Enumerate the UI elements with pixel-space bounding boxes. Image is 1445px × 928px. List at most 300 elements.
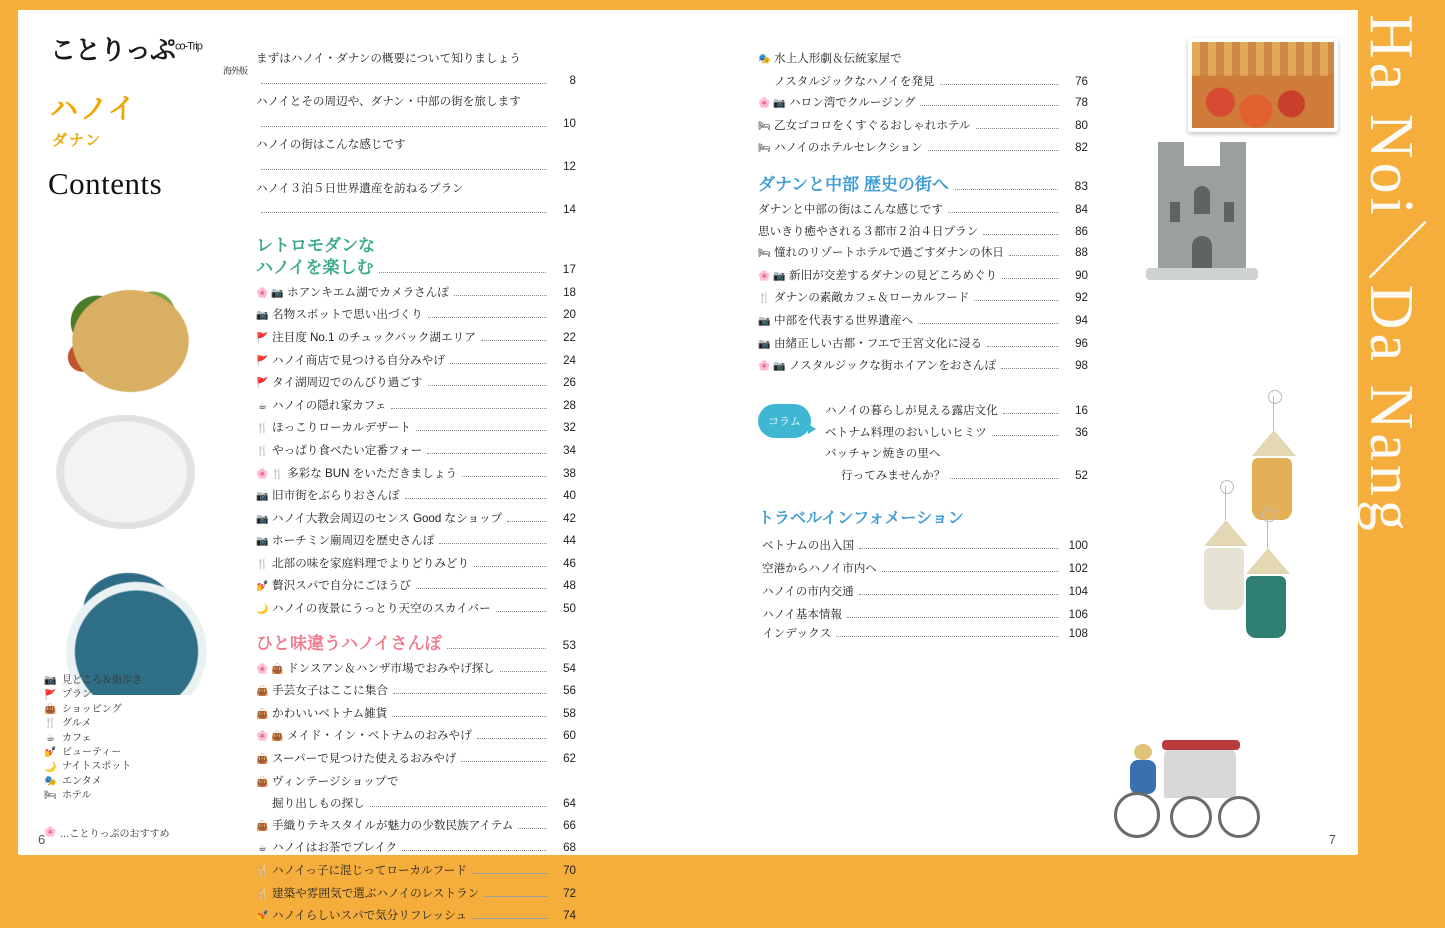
entry-page: 32 — [563, 421, 576, 435]
dot-leader — [847, 617, 1059, 618]
entry-page: 52 — [1075, 468, 1088, 482]
flower-icon: 🌸 — [758, 270, 771, 282]
entry-page: 92 — [1075, 291, 1088, 305]
dot-leader — [950, 478, 1059, 479]
column-badge: コラム — [758, 404, 811, 438]
row-icons — [256, 328, 269, 350]
toc-entry[interactable] — [256, 905, 576, 928]
entry-page: 68 — [563, 841, 576, 855]
entry-label: ハノイ商店で見つける自分みやげ — [272, 353, 445, 367]
legend-item — [44, 732, 142, 746]
row-icons — [758, 266, 786, 288]
entry-label: 由緒正しい古都・フエで王宮文化に浸る — [774, 336, 983, 350]
entry-label: ノスタルジックなハノイを発見 — [774, 74, 935, 88]
section-hitoaji-header — [256, 633, 576, 656]
entry-label: スーパーで見つけた使えるおみやげ — [272, 752, 457, 766]
entry-page: 34 — [563, 443, 576, 457]
dot-leader — [976, 128, 1059, 129]
entry-page: 22 — [563, 330, 576, 344]
flower-icon: 🌸 — [256, 731, 269, 743]
entry-page: 14 — [563, 203, 576, 217]
row-icons — [256, 418, 269, 440]
dot-leader — [859, 594, 1059, 595]
bag-icon: 👜 — [271, 731, 284, 743]
entry-label: ハノイはお茶でブレイク — [272, 841, 398, 855]
row-icons — [758, 334, 771, 356]
entry-label: 多彩な BUN をいただきましょう — [287, 466, 458, 480]
row-icons — [758, 138, 771, 160]
row-icons — [256, 599, 269, 621]
toc-entry[interactable] — [758, 242, 1088, 265]
entry-page: 100 — [1068, 539, 1088, 552]
entry-page: 102 — [1068, 562, 1088, 575]
brand-logo-sup2: 海外版 — [222, 66, 247, 76]
toc-entry[interactable] — [758, 310, 1088, 333]
dot-leader — [472, 873, 547, 874]
dot-leader — [940, 84, 1059, 85]
section-title-text: ダナンと中部 歴史の街へ — [758, 174, 949, 194]
row-icons — [256, 373, 269, 395]
entry-label: ハノイの街はこんな感じです — [256, 138, 406, 152]
entry-label: ハノイの夜景にうっとり天空のスカイバー — [272, 602, 491, 616]
toc-entry[interactable] — [256, 680, 576, 703]
dot-leader — [928, 150, 1059, 151]
toc-entry-page-row — [256, 113, 576, 135]
entry-label: 新旧が交差するダナンの見どころめぐり — [789, 268, 998, 282]
legend-label: グルメ — [62, 718, 92, 730]
camera-icon: 📷 — [256, 536, 269, 548]
row-icons — [256, 509, 269, 531]
bag-icon: 👜 — [271, 663, 284, 675]
cutlery-icon: 🍴 — [271, 468, 284, 480]
dot-leader — [427, 453, 547, 454]
row-icons — [256, 486, 269, 508]
dot-leader — [261, 212, 547, 213]
brand-logo-sup: co-Trip — [175, 40, 202, 53]
toc-entry[interactable] — [758, 355, 1088, 378]
entry-label: ハノイの隠れ家カフェ — [272, 398, 387, 412]
entry-label: ダナンの素敵カフェ＆ローカルフード — [774, 291, 970, 305]
bag-icon: 👜 — [44, 703, 57, 715]
dot-leader — [1002, 278, 1059, 279]
entry-label: ハノイとその周辺や、ダナン・中部の街を旅します — [256, 95, 521, 109]
section-title-text2: ハノイを楽しむ — [256, 257, 374, 277]
cutlery-icon: 🍴 — [256, 423, 269, 435]
row-icons — [256, 726, 284, 748]
legend-item — [44, 746, 142, 760]
row-icons — [758, 116, 771, 138]
legend-label: カフェ — [62, 732, 92, 744]
entry-page: 24 — [563, 353, 576, 367]
moon-icon: 🌙 — [256, 604, 269, 616]
legend-item — [44, 703, 142, 717]
toc-entry[interactable] — [758, 287, 1088, 310]
toc-entry[interactable] — [256, 327, 576, 350]
entry-page: 12 — [563, 159, 576, 173]
toc-entry[interactable] — [256, 837, 576, 860]
row-icons — [256, 906, 269, 928]
flag-icon: 🚩 — [44, 689, 57, 701]
entry-page: 104 — [1068, 585, 1088, 598]
cup-icon: ☕ — [258, 400, 267, 412]
entry-label: 贅沢スパで自分にごほうび — [272, 579, 411, 593]
toc-entry[interactable] — [256, 48, 576, 70]
legend-label: ショッピング — [62, 703, 122, 715]
toc-entry[interactable] — [256, 485, 576, 508]
toc-entry[interactable] — [256, 658, 576, 681]
dot-leader — [474, 566, 547, 567]
entry-label: ハノイらしいスパで気分リフレッシュ — [272, 909, 468, 923]
entry-label: ハノイ３泊５日世界遺産を訪ねるプラン — [256, 181, 464, 195]
legend-item — [44, 688, 142, 702]
toc-entry[interactable] — [825, 443, 1088, 465]
cutlery-icon: 🍴 — [256, 445, 269, 457]
row-icons — [256, 838, 269, 860]
cup-icon: ☕ — [46, 732, 55, 744]
toc-entry[interactable] — [758, 265, 1088, 288]
row-icons — [758, 243, 771, 265]
entry-label: ベトナムの出入国 — [762, 539, 855, 552]
dot-leader — [484, 896, 547, 897]
entry-label: 行ってみませんか？ — [841, 468, 946, 482]
entry-label: 建築や雰囲気で選ぶハノイのレストラン — [272, 886, 480, 900]
dot-leader — [391, 408, 547, 409]
toc-entry[interactable] — [758, 199, 1088, 221]
section-title-hitoaji — [256, 633, 576, 656]
legend-item — [44, 717, 142, 731]
dot-leader — [992, 435, 1059, 436]
section-title-line1 — [256, 235, 576, 257]
photo-st-joseph-cathedral — [1140, 140, 1264, 280]
row-icons — [256, 351, 269, 373]
row-icons — [256, 749, 269, 771]
camera-icon: 📷 — [271, 287, 284, 299]
dot-leader — [496, 611, 547, 612]
contents-heading: Contents — [48, 166, 163, 201]
entry-page: 58 — [563, 706, 576, 720]
legend-item — [44, 674, 142, 688]
dot-leader — [450, 363, 547, 364]
row-icons — [256, 464, 284, 486]
bag-icon: 👜 — [256, 776, 269, 788]
travel-info-title: トラベルインフォメーション — [758, 510, 964, 527]
entry-page: 18 — [563, 285, 576, 299]
toc-entry[interactable] — [256, 178, 576, 200]
photo-cyclo-rickshaw — [1108, 730, 1288, 855]
row-icons — [758, 356, 786, 378]
entry-page: 28 — [563, 398, 576, 412]
entry-page: 60 — [563, 729, 576, 743]
entry-page: 46 — [563, 556, 576, 570]
toc-entry[interactable] — [256, 395, 576, 418]
cutlery-icon: 🍴 — [44, 718, 57, 730]
entry-label: ハノイ基本情報 — [762, 608, 843, 621]
row-icons — [256, 305, 269, 327]
toc-entry[interactable] — [256, 598, 576, 621]
entry-label: ハノイの暮らしが見える露店文化 — [825, 404, 998, 417]
entry-label: ホアンキエム湖でカメラさんぽ — [287, 285, 449, 299]
entry-page: 84 — [1075, 202, 1088, 216]
camera-icon: 📷 — [758, 315, 771, 327]
page-title: ハノイ — [50, 93, 138, 124]
brand-logo — [50, 30, 249, 77]
dot-leader — [500, 671, 547, 672]
legend-item — [44, 760, 142, 774]
dot-leader — [983, 234, 1059, 235]
section-retro-modern-header — [256, 235, 576, 280]
entry-label: 注目度 No.1 のチュックバック湖エリア — [272, 330, 476, 344]
toc-entry[interactable] — [256, 703, 576, 726]
right-top-list — [758, 48, 1088, 160]
camera-icon: 📷 — [758, 338, 771, 350]
entry-label: 乙女ゴコロをくすぐるおしゃれホテル — [774, 118, 971, 132]
legend-label: ホテル — [62, 790, 92, 802]
camera-icon: 📷 — [773, 270, 786, 282]
legend-item — [44, 789, 142, 803]
camera-icon: 📷 — [44, 675, 57, 687]
toc-entry[interactable] — [758, 557, 1088, 580]
dot-leader — [882, 571, 1059, 572]
toc-entry[interactable] — [256, 793, 576, 815]
legend-recommend — [44, 825, 170, 840]
toc-entry[interactable] — [256, 91, 576, 113]
entry-page: 10 — [563, 116, 576, 130]
camera-icon: 📷 — [256, 513, 269, 525]
dot-leader — [454, 295, 547, 296]
entry-label: ハノイのホテルセレクション — [774, 141, 923, 155]
cutlery-icon: 🍴 — [256, 888, 269, 900]
entry-label: 中部を代表する世界遺産へ — [774, 313, 914, 327]
toc-entry[interactable] — [758, 92, 1088, 115]
entry-page: 56 — [563, 684, 576, 698]
toc-entry-page-row — [256, 156, 576, 178]
section-page: 17 — [562, 261, 576, 276]
toc-entry[interactable] — [256, 463, 576, 486]
entry-page: 64 — [563, 797, 576, 811]
toc-entry[interactable] — [256, 575, 576, 598]
flower-icon: 🌸 — [256, 468, 269, 480]
section-danang-list — [758, 199, 1088, 378]
right-column — [758, 48, 1088, 378]
toc-entry-page-row — [256, 199, 576, 221]
row-icons — [256, 816, 269, 838]
bag-icon: 👜 — [256, 686, 269, 698]
dot-leader — [428, 317, 547, 318]
entry-page: 20 — [563, 308, 576, 322]
toc-entry[interactable] — [256, 883, 576, 906]
entry-label: ホーチミン廟周辺を歴史さんぽ — [272, 534, 435, 548]
toc-entry[interactable] — [256, 748, 576, 771]
entry-label: まずはハノイ・ダナンの概要について知りましょう — [256, 52, 521, 65]
entry-label: ヴィンテージショップで — [272, 774, 399, 788]
toc-entry[interactable] — [256, 553, 576, 576]
toc-entry[interactable] — [256, 530, 576, 553]
entry-label: ほっこりローカルデザート — [272, 421, 411, 435]
entry-page: 54 — [563, 661, 576, 675]
legend-recommend-label: …ことりっぷのおすすめ — [59, 829, 170, 840]
entry-label: ハノイっ子に混じってローカルフード — [272, 864, 468, 877]
entry-page: 40 — [563, 489, 576, 503]
entry-label: バッチャン焼きの里へ — [825, 447, 941, 461]
section-title-line2 — [256, 257, 576, 280]
photo-vietnamese-food-basket — [38, 260, 223, 395]
flower-icon: 🌸 — [758, 98, 771, 110]
middle-column — [256, 48, 576, 928]
cutlery-icon: 🍴 — [758, 293, 771, 305]
toc-entry[interactable] — [256, 440, 576, 463]
toc-entry[interactable] — [825, 465, 1088, 487]
dot-leader — [1001, 368, 1059, 369]
travel-info-list — [758, 534, 1088, 626]
dot-leader — [836, 636, 1059, 637]
dot-leader — [370, 806, 547, 807]
row-icons — [758, 93, 786, 115]
entry-label: 思いきり癒やされる３都市２泊４日プラン — [758, 224, 979, 238]
toc-entry[interactable] — [256, 815, 576, 838]
entry-page: 42 — [563, 511, 576, 525]
flower-icon: 🌸 — [256, 663, 269, 675]
legend-label: プラン — [62, 689, 92, 701]
entry-label: ベトナム料理のおいしいヒミツ — [825, 425, 987, 439]
toc-entry[interactable] — [758, 48, 1088, 71]
toc-entry[interactable] — [758, 115, 1088, 138]
beauty-icon: 💅 — [256, 911, 269, 923]
dot-leader — [477, 738, 547, 739]
entry-label: ハロン湾でクルージング — [789, 96, 916, 110]
toc-entry[interactable] — [758, 137, 1088, 160]
camera-icon: 📷 — [773, 98, 786, 110]
dot-leader — [428, 385, 548, 386]
flag-icon: 🚩 — [256, 378, 269, 390]
section-title-text1: レトロモダンな — [256, 235, 376, 255]
dot-leader — [974, 300, 1059, 301]
row-icons — [256, 554, 269, 576]
entry-page: 8 — [569, 73, 576, 87]
row-icons — [256, 441, 269, 463]
dot-leader — [261, 126, 547, 127]
section-title-danang — [758, 174, 1088, 197]
beauty-icon: 💅 — [256, 581, 269, 593]
toc-entry[interactable] — [256, 304, 576, 327]
dot-leader — [987, 346, 1059, 347]
row-icons — [256, 884, 269, 906]
dot-leader — [379, 272, 546, 273]
row-icons — [256, 704, 269, 726]
toc-entry[interactable] — [256, 508, 576, 531]
entry-label: 手芸女子はここに集合 — [272, 684, 388, 698]
beauty-icon: 💅 — [44, 747, 57, 759]
entry-page: 76 — [1075, 74, 1088, 88]
dot-leader — [918, 323, 1059, 324]
moon-icon: 🌙 — [44, 761, 57, 773]
entry-page: 72 — [563, 886, 576, 900]
side-vertical-title: Ha Noi／Da Nang — [1357, 14, 1425, 535]
row-icons — [256, 659, 284, 681]
entry-label: 旧市街をぶらりおさんぽ — [272, 489, 400, 503]
dot-leader — [392, 716, 547, 717]
entry-page: 44 — [563, 534, 576, 548]
toc-entry[interactable] — [758, 580, 1088, 603]
spread-page — [18, 10, 1358, 923]
toc-entry[interactable] — [256, 725, 576, 748]
flag-icon: 🚩 — [256, 332, 269, 344]
dot-leader — [1003, 413, 1059, 414]
entry-label: 掘り出しもの探し — [272, 797, 365, 811]
mask-icon: 🎭 — [44, 775, 57, 787]
toc-entry[interactable] — [256, 417, 576, 440]
bag-icon: 👜 — [256, 820, 269, 832]
legend-label: 見どころ＆街歩き — [62, 675, 142, 686]
bag-icon: 👜 — [256, 708, 269, 720]
section-title-text: ひと味違うハノイさんぽ — [256, 633, 442, 653]
entry-page: 26 — [563, 376, 576, 390]
entry-label: メイド・イン・ベトナムのおみやげ — [287, 729, 472, 743]
toc-entry[interactable] — [256, 860, 576, 883]
toc-entry[interactable] — [758, 333, 1088, 356]
dot-leader — [405, 498, 547, 499]
dot-leader — [261, 83, 547, 84]
hotel-icon: 🛏 — [44, 790, 57, 802]
toc-entry[interactable] — [256, 134, 576, 156]
dot-leader — [859, 548, 1059, 549]
entry-label: かわいいベトナム雑貨 — [272, 706, 388, 720]
section-page: 53 — [562, 637, 576, 652]
entry-label: 北部の味を家庭料理でよりどりみどり — [272, 556, 470, 570]
section-page: 83 — [1074, 178, 1088, 193]
camera-icon: 📷 — [256, 491, 269, 503]
bag-icon: 👜 — [256, 754, 269, 766]
intro-list — [256, 48, 576, 221]
dot-leader — [518, 828, 547, 829]
entry-page: 90 — [1075, 268, 1088, 282]
folio-left: 6 — [38, 832, 46, 847]
entry-label: ドンスアン＆ハンザ市場でおみやげ探し — [287, 661, 495, 675]
flag-icon: 🚩 — [256, 355, 269, 367]
toc-entry[interactable] — [256, 771, 576, 794]
toc-entry[interactable] — [256, 372, 576, 395]
mask-icon: 🎭 — [758, 54, 771, 65]
entry-page: 86 — [1075, 224, 1088, 238]
toc-entry[interactable] — [758, 534, 1088, 557]
row-icons — [758, 49, 771, 71]
photo-noodle-plate — [32, 395, 212, 535]
dot-leader — [507, 521, 547, 522]
cutlery-icon: 🍴 — [256, 558, 269, 570]
toc-entry[interactable] — [825, 422, 1088, 444]
toc-entry[interactable] — [256, 282, 576, 305]
dot-leader — [447, 648, 546, 649]
page-subtitle: ダナン — [52, 132, 103, 149]
dot-leader — [1009, 255, 1059, 256]
entry-page: 50 — [563, 602, 576, 616]
dot-leader — [948, 212, 1059, 213]
legend-list — [44, 674, 142, 804]
legend-label: ナイトスポット — [62, 761, 132, 773]
dot-leader — [920, 105, 1059, 106]
entry-label: ハノイ大教会周辺のセンス Good なショップ — [272, 511, 503, 525]
index-entry[interactable] — [762, 623, 1088, 645]
dot-leader — [439, 543, 547, 544]
toc-entry[interactable] — [825, 400, 1088, 422]
toc-entry[interactable] — [758, 221, 1088, 243]
column-list — [825, 400, 1088, 486]
toc-entry[interactable] — [256, 350, 576, 373]
entry-label: 水上人形劇＆伝統家屋で — [774, 52, 902, 65]
entry-page: 48 — [563, 579, 576, 593]
toc-entry[interactable] — [758, 71, 1088, 93]
section-hitoaji-list — [256, 658, 576, 928]
entry-page: 94 — [1075, 313, 1088, 327]
